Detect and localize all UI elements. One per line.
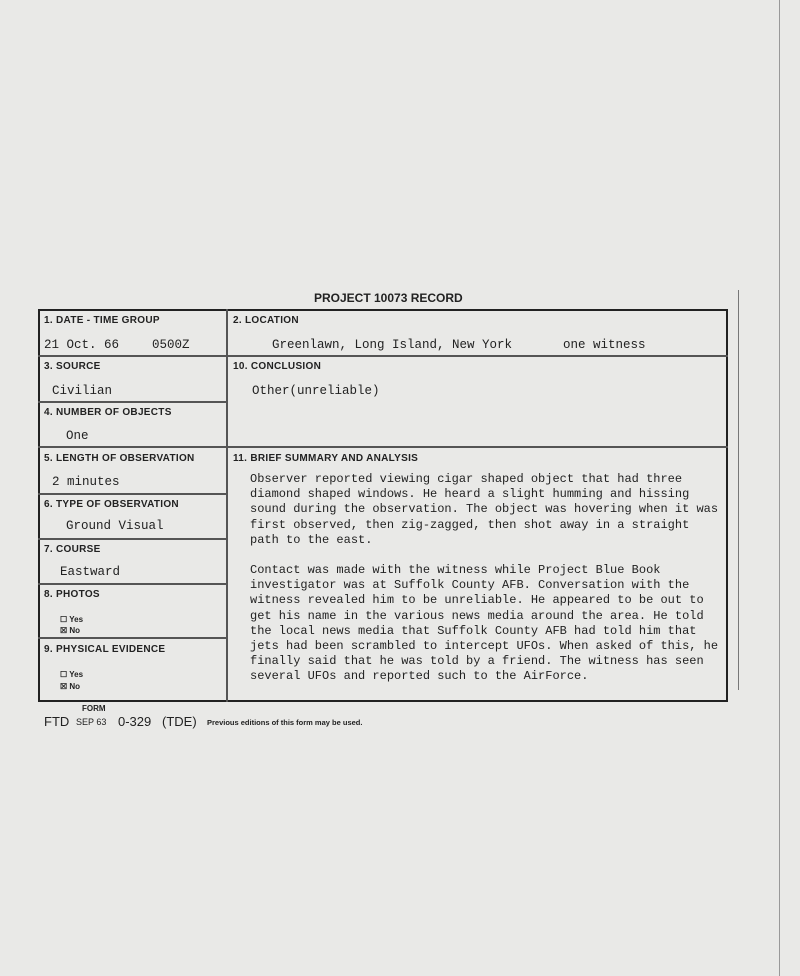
- form-ftd: FTD: [44, 714, 70, 729]
- time-value: 0500Z: [152, 338, 190, 352]
- row-divider: [38, 446, 728, 448]
- row-divider: [38, 637, 227, 639]
- objects-label: 4. NUMBER OF OBJECTS: [44, 407, 172, 418]
- summary-paragraph-1: Observer reported viewing cigar shaped object that had three diamond shaped windows. He heard a slight humming and hissing sound during the observation. The object was hovering when it was first observed, then zig-zagged, then shot away in a straight path to the east.: [250, 472, 719, 547]
- scan-edge-line: [779, 0, 780, 976]
- location-label: 2. LOCATION: [233, 315, 299, 326]
- form-date: SEP 63: [76, 717, 107, 727]
- date-value: 21 Oct. 66: [44, 338, 120, 352]
- course-value: Eastward: [60, 565, 121, 579]
- type-label: 6. TYPE OF OBSERVATION: [44, 499, 179, 510]
- date-label: 1. DATE - TIME GROUP: [44, 315, 160, 326]
- location-value: Greenlawn, Long Island, New York: [272, 338, 513, 352]
- conclusion-label: 10. CONCLUSION: [233, 361, 322, 372]
- photos-no-label: No: [69, 626, 81, 635]
- photos-yes-checkbox: ☐ Yes: [60, 615, 84, 624]
- row-divider: [38, 493, 227, 495]
- column-divider: [226, 309, 228, 702]
- witness-count: one witness: [563, 338, 646, 352]
- length-label: 5. LENGTH OF OBSERVATION: [44, 453, 195, 464]
- form-number: 0-329: [118, 714, 152, 729]
- row-divider: [38, 401, 227, 403]
- form-label: FORM: [82, 704, 106, 713]
- form-title: PROJECT 10073 RECORD: [314, 291, 463, 305]
- row-divider: [38, 583, 227, 585]
- row-divider: [38, 355, 728, 357]
- evidence-no-label: No: [69, 682, 81, 691]
- course-label: 7. COURSE: [44, 544, 101, 555]
- scan-edge-line: [738, 290, 739, 690]
- evidence-yes-checkbox: ☐ Yes: [60, 670, 84, 679]
- length-value: 2 minutes: [52, 475, 120, 489]
- type-value: Ground Visual: [66, 519, 164, 533]
- source-value: Civilian: [52, 384, 113, 398]
- photos-yes-label: Yes: [69, 615, 84, 624]
- summary-paragraph-2: Contact was made with the witness while Project Blue Book investigator was at Suffolk County AFB. Conversation with the witness revealed him to be unreliable. He appeared to be out to get his name in the various news media around the area. He told the local news media that Suffolk County AFB had told him that jets had been scrambled to intercept UFOs. When asked of this, he finally said that he was told by a friend. The witness has seen several UFOs and reported such to the AirForce.: [250, 563, 719, 684]
- row-divider: [38, 538, 227, 540]
- summary-label: 11. BRIEF SUMMARY AND ANALYSIS: [233, 453, 419, 464]
- form-tde: (TDE): [162, 714, 197, 729]
- conclusion-value: Other(unreliable): [252, 384, 380, 398]
- source-label: 3. SOURCE: [44, 361, 101, 372]
- evidence-yes-label: Yes: [69, 670, 84, 679]
- form-note: Previous editions of this form may be used.: [207, 718, 363, 727]
- objects-value: One: [66, 429, 89, 443]
- photos-no-checkbox: ☒ No: [60, 626, 81, 635]
- evidence-no-checkbox: ☒ No: [60, 682, 81, 691]
- evidence-label: 9. PHYSICAL EVIDENCE: [44, 644, 166, 655]
- photos-label: 8. PHOTOS: [44, 589, 100, 600]
